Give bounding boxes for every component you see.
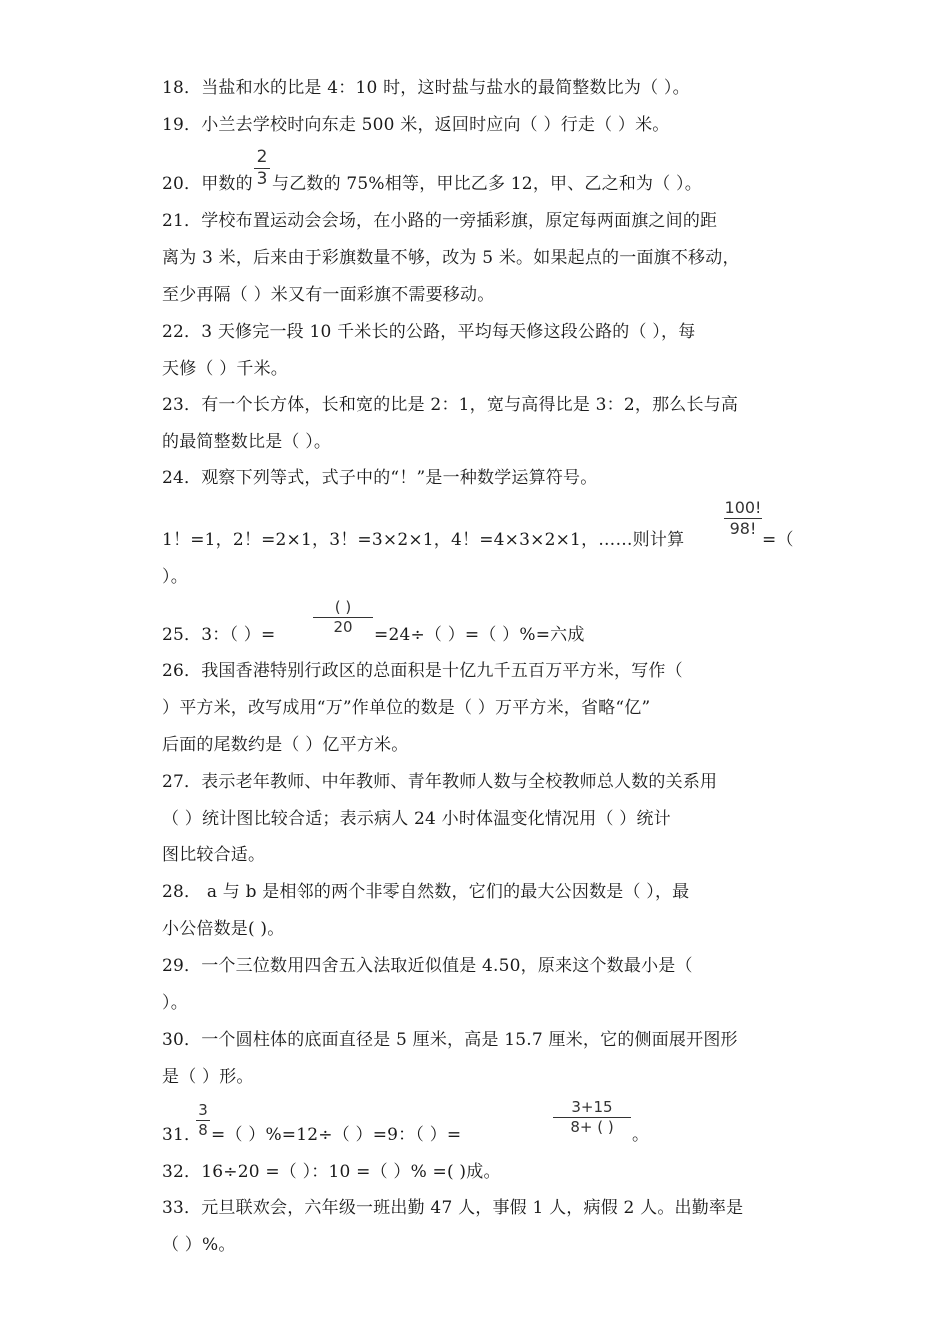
- question-27-line2: （ ）统计图比较合适；表示病人 24 小时体温变化情况用（ ）统计: [162, 809, 671, 829]
- fraction-3plus15-over-8plus-blank: [553, 1100, 631, 1135]
- question-26-line3: 后面的尾数约是（ ）亿平方米。: [162, 735, 409, 755]
- question-29-line2: ）。: [162, 993, 188, 1013]
- question-22-line2: 天修（ ）千米。: [162, 359, 289, 379]
- fraction-numerator: 2: [256, 147, 268, 167]
- question-30-line2: 是（ ）形。: [162, 1067, 254, 1087]
- question-23-line2: 的最简整数比是（ ）。: [162, 432, 332, 452]
- question-28-line1: 28． a 与 b 是相邻的两个非零自然数，它们的最大公因数是（ ），最: [162, 882, 690, 902]
- fraction-two-thirds: [254, 149, 270, 188]
- question-26-line2: ）平方米，改写成用“万”作单位的数是（ ）万平方米，省略“亿”: [162, 698, 651, 718]
- question-19: 19．小兰去学校时向东走 500 米，返回时应向（ ）行走（ ）米。: [162, 115, 670, 135]
- question-27-line1: 27．表示老年教师、中年教师、青年教师人数与全校教师总人数的关系用: [162, 772, 718, 792]
- question-26-line1: 26．我国香港特别行政区的总面积是十亿九千五百万平方米，写作（: [162, 661, 683, 681]
- question-20-end: 与乙数的 75%相等，甲比乙多 12，甲、乙之和为（ ）。: [272, 174, 702, 194]
- question-28-line2: 小公倍数是( )。: [162, 919, 285, 939]
- question-33-line2: （ ）%。: [162, 1235, 236, 1255]
- fraction-numerator: ( ): [334, 598, 352, 616]
- question-30-line1: 30．一个圆柱体的底面直径是 5 厘米，高是 15.7 厘米，它的侧面展开图形: [162, 1030, 738, 1050]
- question-21-line3: 至少再隔（ ）米又有一面彩旗不需要移动。: [162, 285, 495, 305]
- question-24-equals: =（: [762, 530, 794, 550]
- question-31-middle: =（ ）%=12÷（ ）=9：（ ）=: [211, 1125, 462, 1145]
- question-25-start: 25．3：（ ）=: [162, 625, 276, 645]
- question-27-line3: 图比较合适。: [162, 845, 266, 865]
- fraction-three-eighths: [196, 1103, 210, 1138]
- fraction-100-over-98: [724, 500, 762, 537]
- question-21-line2: 离为 3 米，后来由于彩旗数量不够，改为 5 米。如果起点的一面旗不移动，: [162, 248, 740, 268]
- question-20-start: 20．甲数的: [162, 174, 253, 194]
- question-33-line1: 33．元旦联欢会，六年级一班出勤 47 人，事假 1 人，病假 2 人。出勤率是: [162, 1198, 744, 1218]
- fraction-denominator: 8: [198, 1121, 208, 1139]
- question-24-line2: 1！=1，2！=2×1，3！=3×2×1，4！=4×3×2×1，……则计算: [162, 530, 685, 550]
- question-24-line1: 24．观察下列等式，式子中的“！”是一种数学运算符号。: [162, 468, 598, 488]
- question-32: 32．16÷20 =（ ）：10 =（ ）% =( )成。: [162, 1162, 501, 1182]
- question-18: 18．当盐和水的比是 4：10 时，这时盐与盐水的最简整数比为（ ）。: [162, 78, 690, 98]
- fraction-numerator: 3+15: [571, 1098, 613, 1116]
- fraction-denominator: 98!: [729, 519, 757, 538]
- question-23-line1: 23．有一个长方体，长和宽的比是 2：1，宽与高得比是 3：2，那么长与高: [162, 395, 739, 415]
- question-24-line3: ）。: [162, 567, 188, 587]
- fraction-numerator: 100!: [724, 498, 762, 517]
- question-21-line1: 21．学校布置运动会会场，在小路的一旁插彩旗，原定每两面旗之间的距: [162, 211, 718, 231]
- question-31-start: 31．: [162, 1125, 202, 1145]
- fraction-denominator: 20: [333, 618, 353, 636]
- fraction-denominator: 3: [256, 169, 268, 189]
- question-22-line1: 22．3 天修完一段 10 千米长的公路，平均每天修这段公路的（ ），每: [162, 322, 696, 342]
- fraction-numerator: 3: [198, 1101, 208, 1119]
- question-29-line1: 29．一个三位数用四舍五入法取近似值是 4.50，原来这个数最小是（: [162, 956, 693, 976]
- question-31-end: 。: [632, 1125, 650, 1145]
- question-25-end: =24÷（ ）=（ ）%=六成: [374, 625, 585, 645]
- fraction-blank-over-20: [313, 600, 373, 635]
- fraction-denominator: 8+ ( ): [570, 1118, 614, 1136]
